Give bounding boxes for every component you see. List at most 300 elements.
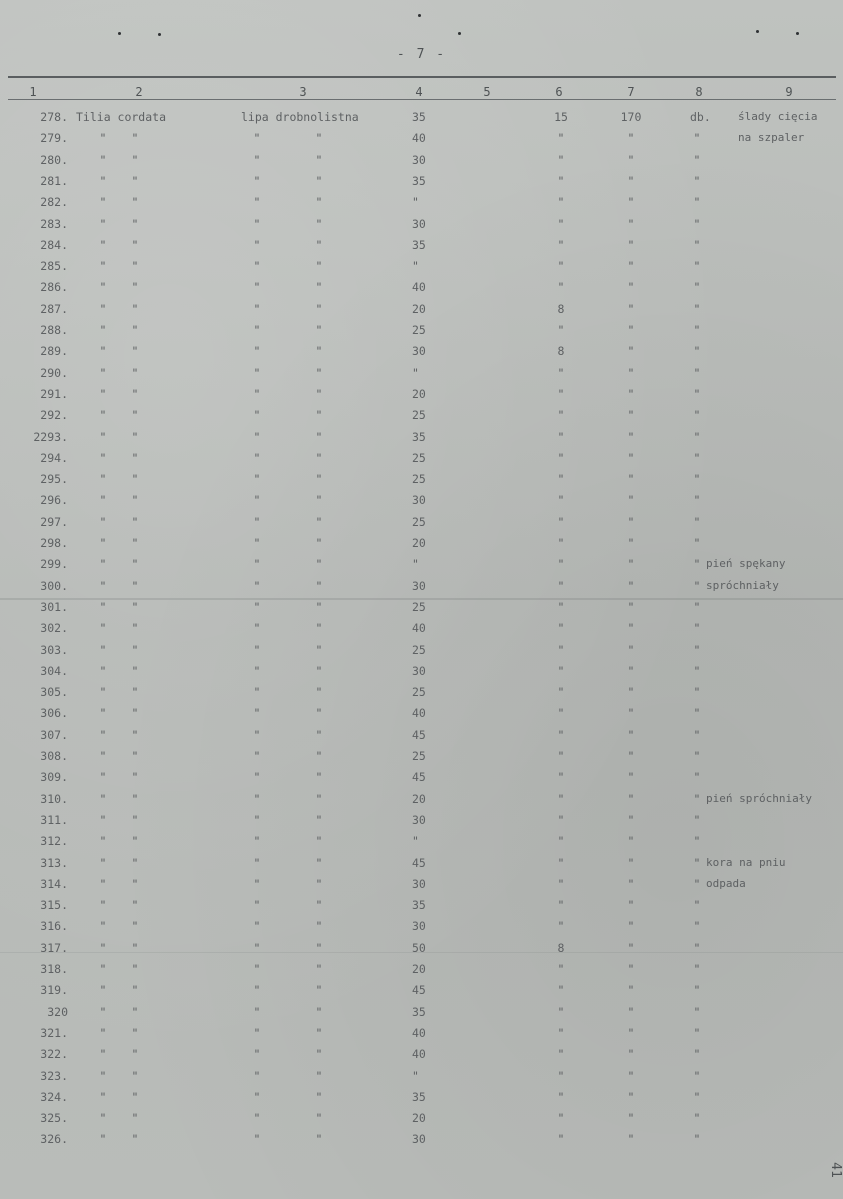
ditto-mark: " <box>99 408 107 422</box>
ditto-mark: " <box>253 323 261 337</box>
ditto-mark: " <box>131 792 139 806</box>
ditto-mark: " <box>627 643 635 657</box>
ditto-mark: " <box>627 302 635 316</box>
ditto-mark: " <box>557 1090 565 1104</box>
ditto-mark: " <box>557 600 565 614</box>
ditto-mark: " <box>253 153 261 167</box>
table-row <box>0 557 843 575</box>
row-number: 283. <box>40 217 68 231</box>
ditto-mark: " <box>557 1111 565 1125</box>
ditto-mark: " <box>253 770 261 784</box>
ditto-mark: " <box>315 856 323 870</box>
remarks: kora na pniu <box>706 856 786 869</box>
ditto-mark: " <box>627 472 635 486</box>
ditto-mark: " <box>557 579 565 593</box>
ditto-mark: " <box>253 1005 261 1019</box>
ditto-mark: " <box>693 472 701 486</box>
ditto-mark: " <box>627 600 635 614</box>
ditto-mark: " <box>253 536 261 550</box>
remarks: pień spróchniały <box>706 792 812 805</box>
ditto-mark: " <box>99 1132 107 1146</box>
ditto-mark: " <box>627 792 635 806</box>
ditto-mark: " <box>253 217 261 231</box>
value-col-4: 20 <box>412 792 426 806</box>
ditto-mark: " <box>693 238 701 252</box>
row-number: 286. <box>40 280 68 294</box>
ditto-mark: " <box>315 323 323 337</box>
ditto-mark: " <box>627 898 635 912</box>
ditto-mark: " <box>253 643 261 657</box>
punch-mark <box>458 32 461 35</box>
ditto-mark: " <box>557 557 565 571</box>
ditto-mark: " <box>627 983 635 997</box>
row-number: 289. <box>40 344 68 358</box>
table-row <box>0 643 843 661</box>
row-number: 311. <box>40 813 68 827</box>
ditto-mark: " <box>693 1132 701 1146</box>
ditto-mark: " <box>131 302 139 316</box>
value-col-4: " <box>412 834 419 848</box>
table-row <box>0 1090 843 1108</box>
ditto-mark: " <box>315 1069 323 1083</box>
ditto-mark: " <box>557 1005 565 1019</box>
ditto-mark: " <box>315 685 323 699</box>
ditto-mark: " <box>315 643 323 657</box>
value-col-6: 8 <box>557 941 565 955</box>
ditto-mark: " <box>627 962 635 976</box>
value-col-4: 25 <box>412 685 426 699</box>
table-row <box>0 1132 843 1150</box>
row-number: 279. <box>40 131 68 145</box>
ditto-mark: " <box>99 472 107 486</box>
value-col-4: " <box>412 557 419 571</box>
table-row <box>0 600 843 618</box>
ditto-mark: " <box>627 1026 635 1040</box>
ditto-mark: " <box>253 174 261 188</box>
ditto-mark: " <box>131 579 139 593</box>
column-header: 3 <box>299 85 307 99</box>
ditto-mark: " <box>131 493 139 507</box>
value-col-4: 40 <box>412 131 426 145</box>
ditto-mark: " <box>315 1005 323 1019</box>
ditto-mark: " <box>99 366 107 380</box>
punch-mark <box>418 14 421 17</box>
ditto-mark: " <box>99 770 107 784</box>
ditto-mark: " <box>131 195 139 209</box>
row-number: 326. <box>40 1132 68 1146</box>
ditto-mark: " <box>131 664 139 678</box>
ditto-mark: " <box>99 1069 107 1083</box>
table-row <box>0 792 843 810</box>
punch-mark <box>756 30 759 33</box>
ditto-mark: " <box>693 1111 701 1125</box>
value-col-4: 30 <box>412 919 426 933</box>
row-number: 282. <box>40 195 68 209</box>
table-row <box>0 131 843 149</box>
ditto-mark: " <box>99 983 107 997</box>
table-row <box>0 898 843 916</box>
ditto-mark: " <box>99 536 107 550</box>
ditto-mark: " <box>99 1090 107 1104</box>
ditto-mark: " <box>99 728 107 742</box>
ditto-mark: " <box>253 962 261 976</box>
ditto-mark: " <box>99 280 107 294</box>
table-row <box>0 110 843 128</box>
ditto-mark: " <box>131 536 139 550</box>
value-col-4: 30 <box>412 153 426 167</box>
row-number: 302. <box>40 621 68 635</box>
value-col-4: 30 <box>412 813 426 827</box>
table-row <box>0 770 843 788</box>
ditto-mark: " <box>693 706 701 720</box>
table-row <box>0 877 843 895</box>
ditto-mark: " <box>99 1111 107 1125</box>
ditto-mark: " <box>99 877 107 891</box>
ditto-mark: " <box>557 472 565 486</box>
row-number: 310. <box>40 792 68 806</box>
header-rule-top <box>8 76 836 78</box>
ditto-mark: " <box>557 1132 565 1146</box>
ditto-mark: " <box>693 1047 701 1061</box>
ditto-mark: " <box>557 664 565 678</box>
ditto-mark: " <box>315 387 323 401</box>
ditto-mark: " <box>253 408 261 422</box>
table-row <box>0 387 843 405</box>
ditto-mark: " <box>315 302 323 316</box>
ditto-mark: " <box>315 579 323 593</box>
value-col-4: 25 <box>412 600 426 614</box>
ditto-mark: " <box>627 515 635 529</box>
row-number: 304. <box>40 664 68 678</box>
ditto-mark: " <box>253 983 261 997</box>
value-col-4: 20 <box>412 536 426 550</box>
row-number: 312. <box>40 834 68 848</box>
ditto-mark: " <box>557 238 565 252</box>
value-col-4: 45 <box>412 983 426 997</box>
value-col-4: 30 <box>412 493 426 507</box>
table-row <box>0 1047 843 1065</box>
table-row <box>0 685 843 703</box>
ditto-mark: " <box>253 579 261 593</box>
ditto-mark: " <box>253 621 261 635</box>
ditto-mark: " <box>627 174 635 188</box>
ditto-mark: " <box>253 664 261 678</box>
ditto-mark: " <box>627 493 635 507</box>
ditto-mark: " <box>693 302 701 316</box>
ditto-mark: " <box>693 259 701 273</box>
ditto-mark: " <box>253 706 261 720</box>
ditto-mark: " <box>131 770 139 784</box>
ditto-mark: " <box>315 493 323 507</box>
table-row <box>0 983 843 1001</box>
ditto-mark: " <box>315 770 323 784</box>
punch-mark <box>796 32 799 35</box>
ditto-mark: " <box>131 1132 139 1146</box>
ditto-mark: " <box>131 131 139 145</box>
ditto-mark: " <box>315 557 323 571</box>
ditto-mark: " <box>315 792 323 806</box>
value-col-4: 35 <box>412 430 426 444</box>
ditto-mark: " <box>627 664 635 678</box>
ditto-mark: " <box>627 1069 635 1083</box>
row-number: 314. <box>40 877 68 891</box>
ditto-mark: " <box>253 856 261 870</box>
ditto-mark: " <box>693 621 701 635</box>
ditto-mark: " <box>693 877 701 891</box>
header-rule-bottom <box>8 99 836 100</box>
value-col-4: 25 <box>412 749 426 763</box>
ditto-mark: " <box>131 685 139 699</box>
ditto-mark: " <box>131 1047 139 1061</box>
ditto-mark: " <box>693 856 701 870</box>
ditto-mark: " <box>253 344 261 358</box>
ditto-mark: " <box>627 217 635 231</box>
ditto-mark: " <box>627 195 635 209</box>
value-col-4: 35 <box>412 110 426 124</box>
ditto-mark: " <box>557 685 565 699</box>
ditto-mark: " <box>315 1026 323 1040</box>
ditto-mark: " <box>131 621 139 635</box>
row-number: 308. <box>40 749 68 763</box>
table-row <box>0 302 843 320</box>
ditto-mark: " <box>131 430 139 444</box>
ditto-mark: " <box>627 1047 635 1061</box>
ditto-mark: " <box>627 1132 635 1146</box>
ditto-mark: " <box>627 877 635 891</box>
value-col-6: 8 <box>557 302 565 316</box>
ditto-mark: " <box>693 493 701 507</box>
ditto-mark: " <box>315 451 323 465</box>
ditto-mark: " <box>557 770 565 784</box>
ditto-mark: " <box>693 280 701 294</box>
ditto-mark: " <box>693 430 701 444</box>
page-number: - 7 - <box>396 47 447 62</box>
ditto-mark: " <box>315 1132 323 1146</box>
ditto-mark: " <box>315 195 323 209</box>
ditto-mark: " <box>99 664 107 678</box>
ditto-mark: " <box>315 813 323 827</box>
row-number: 2293. <box>33 430 68 444</box>
ditto-mark: " <box>557 749 565 763</box>
value-col-4: 35 <box>412 1005 426 1019</box>
ditto-mark: " <box>693 664 701 678</box>
ditto-mark: " <box>131 344 139 358</box>
ditto-mark: " <box>131 387 139 401</box>
table-row <box>0 962 843 980</box>
ditto-mark: " <box>253 792 261 806</box>
value-col-4: 30 <box>412 217 426 231</box>
ditto-mark: " <box>315 919 323 933</box>
row-number: 284. <box>40 238 68 252</box>
table-row <box>0 579 843 597</box>
ditto-mark: " <box>131 728 139 742</box>
ditto-mark: " <box>627 536 635 550</box>
ditto-mark: " <box>627 728 635 742</box>
value-col-4: 40 <box>412 1026 426 1040</box>
ditto-mark: " <box>557 962 565 976</box>
row-number: 320 <box>47 1005 68 1019</box>
value-col-4: 35 <box>412 898 426 912</box>
row-number: 285. <box>40 259 68 273</box>
ditto-mark: " <box>627 323 635 337</box>
row-number: 323. <box>40 1069 68 1083</box>
table-row <box>0 344 843 362</box>
ditto-mark: " <box>315 706 323 720</box>
ditto-mark: " <box>131 941 139 955</box>
ditto-mark: " <box>131 834 139 848</box>
ditto-mark: " <box>99 1047 107 1061</box>
ditto-mark: " <box>557 621 565 635</box>
ditto-mark: " <box>315 898 323 912</box>
column-header: 9 <box>785 85 793 99</box>
row-number: 316. <box>40 919 68 933</box>
ditto-mark: " <box>131 217 139 231</box>
ditto-mark: " <box>99 323 107 337</box>
ditto-mark: " <box>99 1026 107 1040</box>
ditto-mark: " <box>253 280 261 294</box>
ditto-mark: " <box>253 1111 261 1125</box>
ditto-mark: " <box>557 174 565 188</box>
ditto-mark: " <box>693 557 701 571</box>
ditto-mark: " <box>557 813 565 827</box>
ditto-mark: " <box>253 1132 261 1146</box>
table-row <box>0 472 843 490</box>
value-col-4: 30 <box>412 664 426 678</box>
table-row <box>0 728 843 746</box>
ditto-mark: " <box>99 919 107 933</box>
ditto-mark: " <box>315 749 323 763</box>
value-col-4: 30 <box>412 877 426 891</box>
remarks: ślady cięcia <box>738 110 818 123</box>
ditto-mark: " <box>557 451 565 465</box>
ditto-mark: " <box>253 600 261 614</box>
ditto-mark: " <box>693 898 701 912</box>
table-row <box>0 195 843 213</box>
ditto-mark: " <box>253 557 261 571</box>
row-number: 295. <box>40 472 68 486</box>
ditto-mark: " <box>315 131 323 145</box>
row-number: 298. <box>40 536 68 550</box>
ditto-mark: " <box>253 898 261 912</box>
ditto-mark: " <box>131 962 139 976</box>
ditto-mark: " <box>315 174 323 188</box>
ditto-mark: " <box>315 536 323 550</box>
ditto-mark: " <box>253 515 261 529</box>
table-row <box>0 834 843 852</box>
ditto-mark: " <box>693 792 701 806</box>
ditto-mark: " <box>253 919 261 933</box>
row-number: 290. <box>40 366 68 380</box>
column-header: 1 <box>29 85 37 99</box>
row-number: 306. <box>40 706 68 720</box>
ditto-mark: " <box>557 493 565 507</box>
value-col-4: " <box>412 366 419 380</box>
ditto-mark: " <box>99 131 107 145</box>
value-col-4: 25 <box>412 323 426 337</box>
table-row <box>0 706 843 724</box>
ditto-mark: " <box>315 280 323 294</box>
ditto-mark: " <box>253 1047 261 1061</box>
table-row <box>0 366 843 384</box>
table-row <box>0 280 843 298</box>
ditto-mark: " <box>557 536 565 550</box>
ditto-mark: " <box>315 153 323 167</box>
ditto-mark: " <box>253 387 261 401</box>
ditto-mark: " <box>253 493 261 507</box>
ditto-mark: " <box>693 536 701 550</box>
row-number: 287. <box>40 302 68 316</box>
row-number: 294. <box>40 451 68 465</box>
row-number: 301. <box>40 600 68 614</box>
row-number: 309. <box>40 770 68 784</box>
ditto-mark: " <box>693 387 701 401</box>
ditto-mark: " <box>627 387 635 401</box>
ditto-mark: " <box>557 1026 565 1040</box>
table-row <box>0 323 843 341</box>
ditto-mark: " <box>99 685 107 699</box>
value-col-4: 45 <box>412 770 426 784</box>
ditto-mark: " <box>253 1069 261 1083</box>
ditto-mark: " <box>693 323 701 337</box>
value-col-6: 8 <box>557 344 565 358</box>
species-latin: Tilia cordata <box>76 110 167 124</box>
value-col-4: 35 <box>412 1090 426 1104</box>
ditto-mark: " <box>693 728 701 742</box>
ditto-mark: " <box>557 515 565 529</box>
ditto-mark: " <box>131 1069 139 1083</box>
ditto-mark: " <box>315 515 323 529</box>
value-col-4: 35 <box>412 238 426 252</box>
ditto-mark: " <box>99 600 107 614</box>
ditto-mark: " <box>131 1090 139 1104</box>
row-number: 281. <box>40 174 68 188</box>
ditto-mark: " <box>99 387 107 401</box>
ditto-mark: " <box>693 515 701 529</box>
value-col-4: 30 <box>412 1132 426 1146</box>
ditto-mark: " <box>99 430 107 444</box>
ditto-mark: " <box>557 706 565 720</box>
value-col-4: " <box>412 259 419 273</box>
ditto-mark: " <box>253 728 261 742</box>
ditto-mark: " <box>557 728 565 742</box>
ditto-mark: " <box>131 238 139 252</box>
ditto-mark: " <box>315 1111 323 1125</box>
ditto-mark: " <box>315 472 323 486</box>
ditto-mark: " <box>693 749 701 763</box>
ditto-mark: " <box>131 515 139 529</box>
ditto-mark: " <box>557 1047 565 1061</box>
ditto-mark: " <box>99 749 107 763</box>
ditto-mark: " <box>315 1047 323 1061</box>
table-row <box>0 493 843 511</box>
table-row <box>0 664 843 682</box>
row-number: 299. <box>40 557 68 571</box>
ditto-mark: " <box>627 1111 635 1125</box>
ditto-mark: " <box>693 813 701 827</box>
ditto-mark: " <box>99 792 107 806</box>
ditto-mark: " <box>99 238 107 252</box>
ditto-mark: " <box>315 408 323 422</box>
ditto-mark: " <box>253 813 261 827</box>
row-number: 318. <box>40 962 68 976</box>
table-row <box>0 238 843 256</box>
ditto-mark: " <box>627 451 635 465</box>
ditto-mark: " <box>253 195 261 209</box>
ditto-mark: " <box>557 366 565 380</box>
ditto-mark: " <box>253 1090 261 1104</box>
ditto-mark: " <box>131 877 139 891</box>
ditto-mark: " <box>131 153 139 167</box>
